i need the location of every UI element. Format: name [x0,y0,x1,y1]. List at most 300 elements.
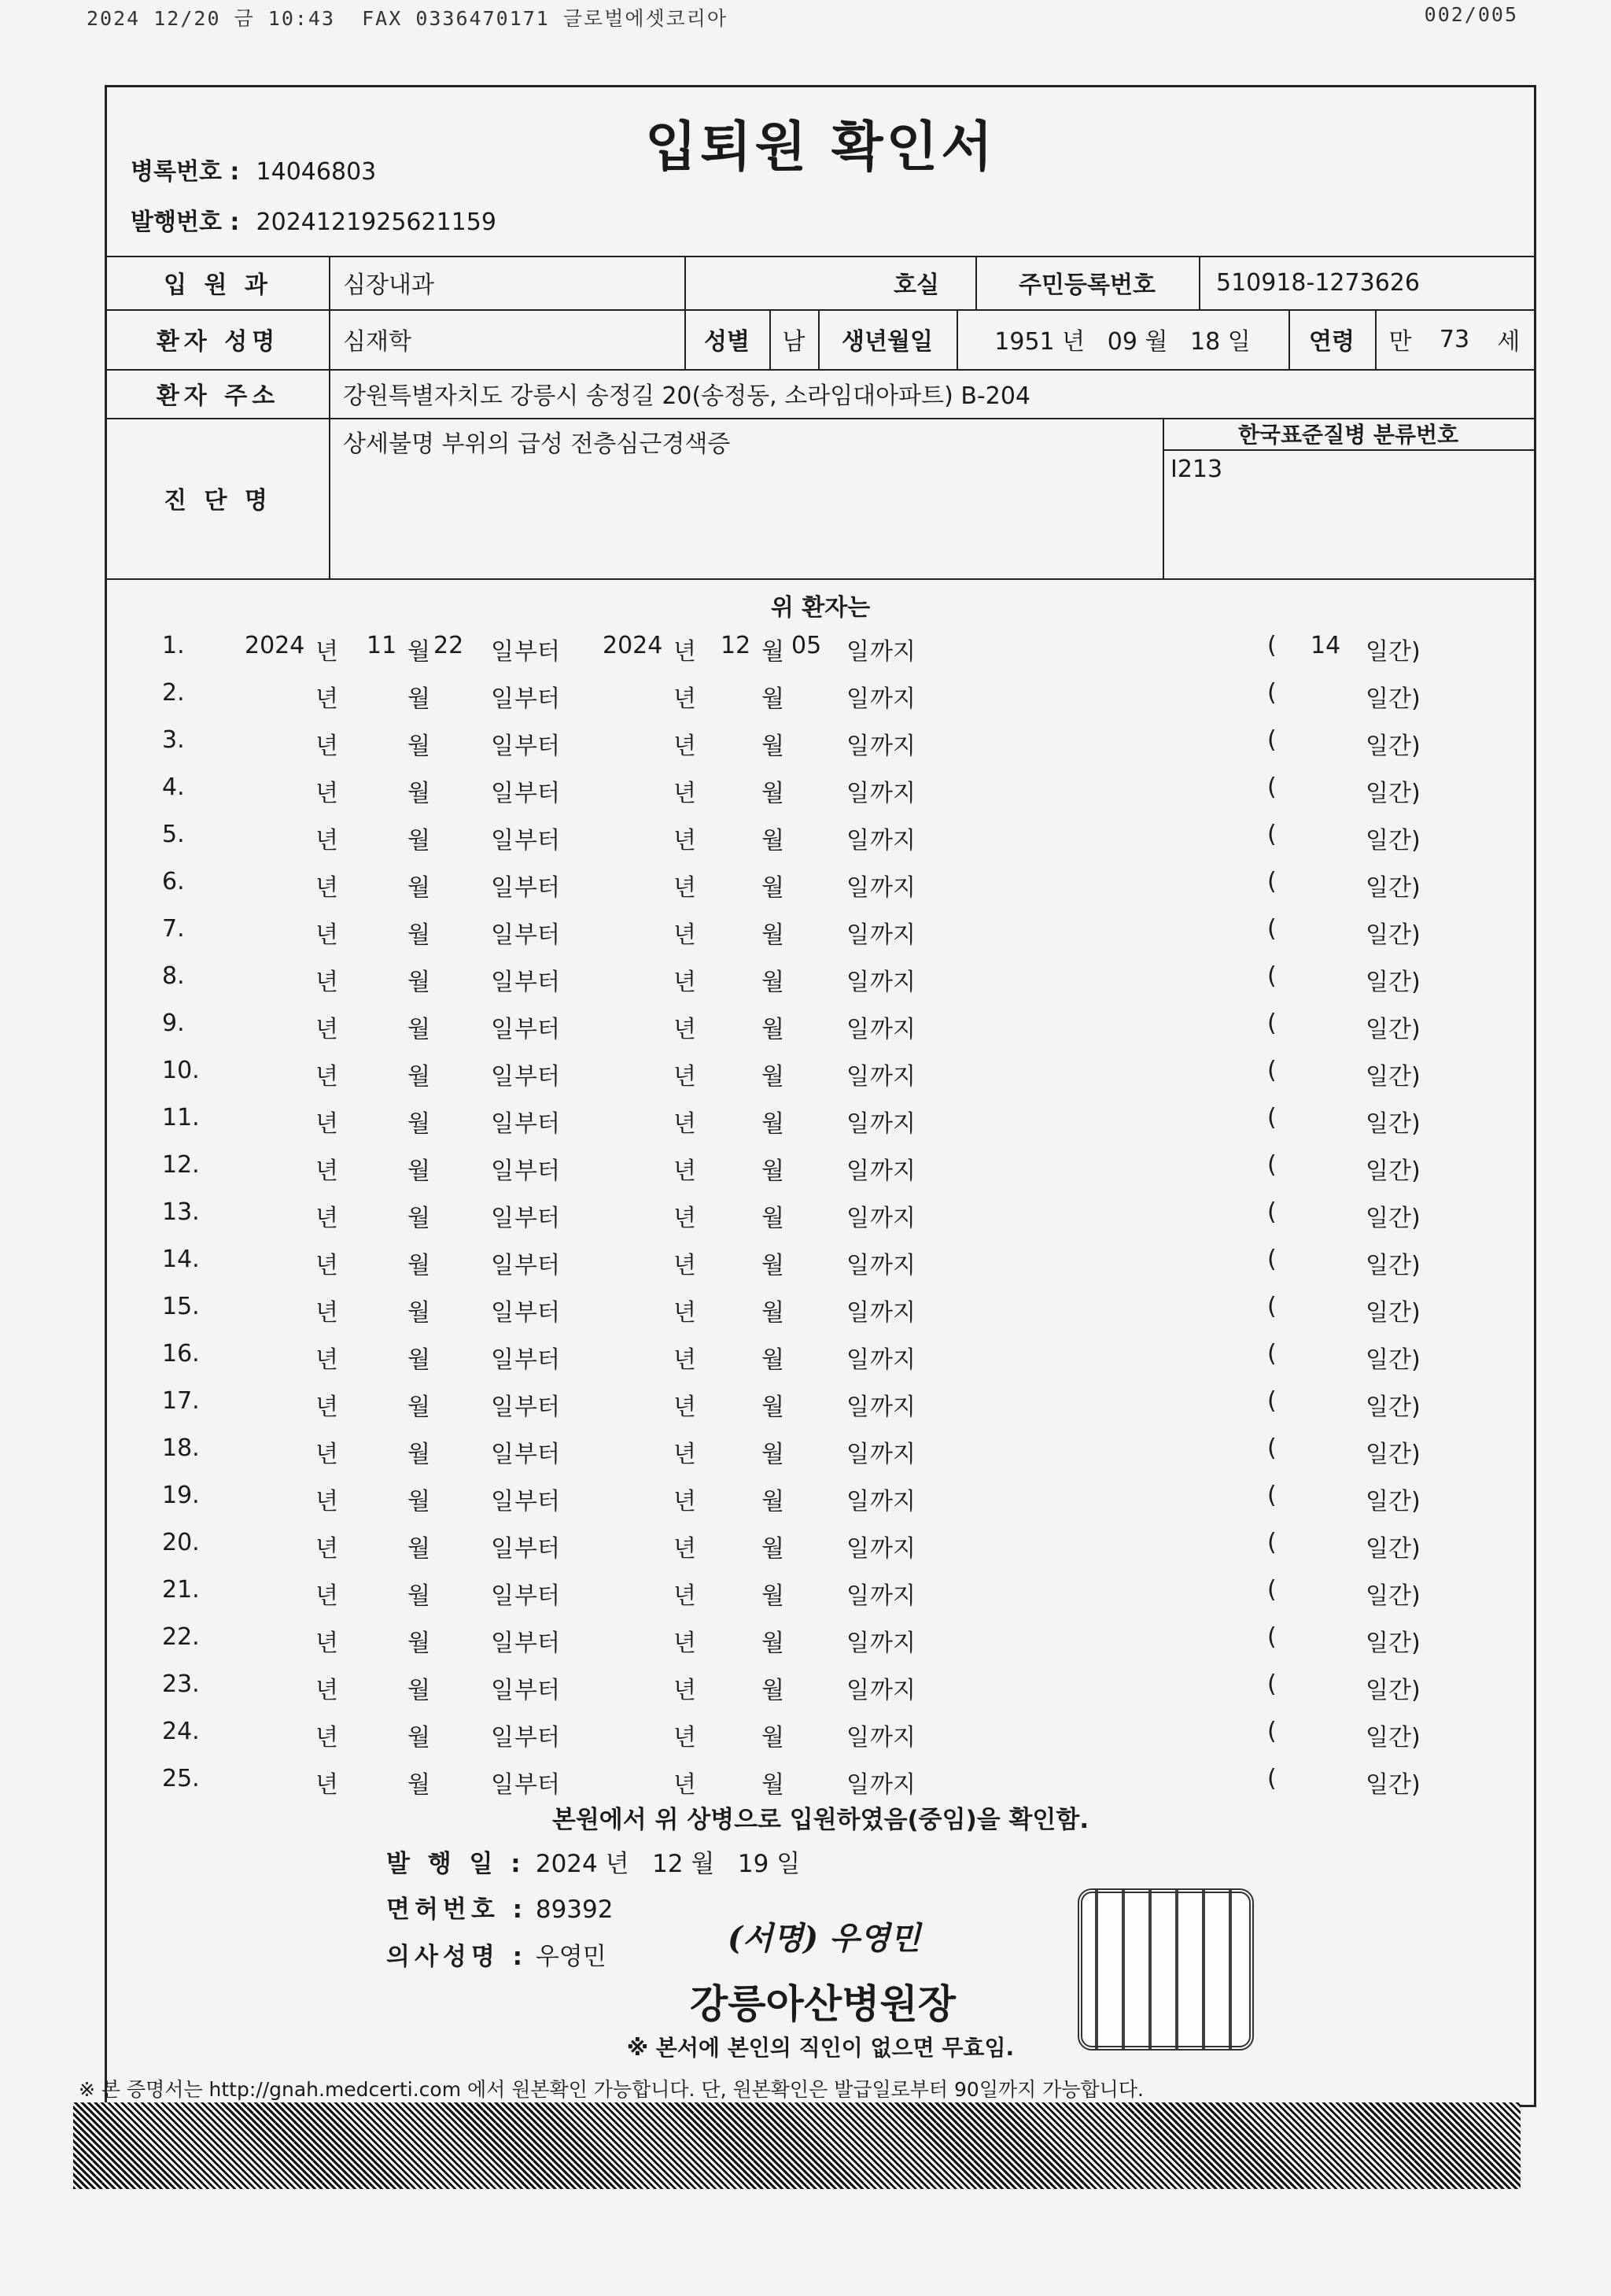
from-word: 부터 [514,1630,560,1657]
to-word: 까지 [870,874,916,902]
day-word: 일 [491,780,514,807]
issue-date-value: 2024 년 12 월 19 일 [535,1850,801,1878]
to-word: 까지 [870,1016,916,1043]
day-word: 일 [846,1205,869,1232]
paren-open: ( [1267,1387,1277,1415]
month-word: 월 [761,1677,784,1704]
day-word: 일 [491,685,514,713]
month-word: 월 [407,1063,430,1091]
year-word: 년 [315,1393,338,1421]
from-word: 부터 [514,1205,560,1232]
paren-open: ( [1267,1293,1277,1320]
day-word: 일 [491,1157,514,1185]
period-no: 4. [162,773,185,801]
hospital-name: 강릉아산병원장 [689,1981,957,2027]
period-row [107,722,1534,759]
year-word: 년 [673,1157,696,1185]
from-word: 부터 [514,1677,560,1704]
from-word: 부터 [514,733,560,760]
days-word: 일간) [1366,1535,1421,1563]
days-word: 일간) [1366,1205,1421,1232]
year-word: 년 [315,1488,338,1515]
period-row [107,1335,1534,1373]
period-no: 15. [162,1293,200,1320]
doctor-label: 의사성명 : [386,1943,527,1971]
from-word: 부터 [514,1252,560,1279]
month-word: 월 [761,827,784,855]
year-word: 년 [315,827,338,855]
day-word: 일 [491,1630,514,1657]
end-day: 05 [791,632,822,659]
year-word: 년 [315,1299,338,1327]
paren-open: ( [1267,1151,1277,1179]
month-word: 월 [407,1299,430,1327]
paren-open: ( [1267,1765,1277,1792]
month-word: 월 [761,1771,784,1799]
year-word: 년 [315,969,338,996]
month-word: 월 [407,1346,430,1374]
period-row [107,1619,1534,1656]
from-word: 부터 [514,874,560,902]
period-no: 9. [162,1010,185,1037]
day-word: 일 [846,921,869,949]
paren-open: ( [1267,773,1277,801]
month-word: 월 [407,1771,430,1799]
paren-open: ( [1267,868,1277,895]
paren-open: ( [1267,1010,1277,1037]
day-word: 일 [846,1488,869,1515]
issue-date-label: 발 행 일 : [386,1850,525,1878]
day-word: 일 [491,874,514,902]
days-word: 일간) [1366,1252,1421,1279]
doctor [386,1936,606,1972]
month-word: 월 [407,1630,430,1657]
day-word: 일 [846,1535,869,1563]
day-word: 일 [846,1771,869,1799]
month-word: 월 [761,1157,784,1185]
paren-open: ( [1267,1104,1277,1131]
to-word: 까지 [870,1346,916,1374]
day-word: 일 [491,1441,514,1468]
to-word: 까지 [870,921,916,949]
month-word: 월 [407,1157,430,1185]
days-word: 일간) [1366,1063,1421,1091]
age-value: 73 [1439,325,1470,353]
days-word: 일간) [1366,1582,1421,1610]
month-word: 월 [761,780,784,807]
period-no: 12. [162,1151,200,1179]
day-word: 일 [846,685,869,713]
day-word: 일 [491,969,514,996]
month-word: 월 [407,1393,430,1421]
day-word: 일 [491,921,514,949]
period-row [107,627,1534,665]
from-word: 부터 [514,1724,560,1752]
period-row [107,1713,1534,1751]
year-word: 년 [673,921,696,949]
day-word: 일 [491,1110,514,1138]
day-word: 일 [846,1157,869,1185]
paren-open: ( [1267,1434,1277,1462]
period-row [107,769,1534,807]
from-word: 부터 [514,1441,560,1468]
diag-value: 상세불명 부위의 급성 전층심근경색증 [343,430,731,458]
age-value-group [1375,309,1534,369]
day-word: 일 [846,827,869,855]
month-word: 월 [761,874,784,902]
year-word: 년 [673,1393,696,1421]
confirm-text: 본원에서 위 상병으로 입원하였음(중임)을 확인함. [551,1806,1089,1834]
to-word: 까지 [870,1063,916,1091]
to-word: 까지 [870,685,916,713]
license-label: 면허번호 : [386,1895,527,1924]
paren-open: ( [1267,1576,1277,1604]
day-word: 일 [491,1393,514,1421]
days-word: 일간) [1366,1016,1421,1043]
month-word: 월 [407,1724,430,1752]
year-word: 년 [673,1630,696,1657]
day-word: 일 [491,1771,514,1799]
paren-open: ( [1267,915,1277,943]
addr-value: 강원특별자치도 강릉시 송정길 20(송정동, 소라임대아파트) B-204 [343,382,1031,410]
days-word: 일간) [1366,1724,1421,1752]
period-no: 24. [162,1718,200,1745]
period-no: 3. [162,726,185,754]
days-word: 일간) [1366,638,1421,666]
from-word: 부터 [514,969,560,996]
period-no: 19. [162,1482,200,1509]
month-word: 월 [761,921,784,949]
month-word: 월 [761,638,784,666]
year-word: 년 [673,827,696,855]
start-year: 2024 [245,632,305,659]
period-no: 7. [162,915,185,943]
paren-open: ( [1267,679,1277,707]
doctor-signature: (서명) 우영민 [728,1920,920,1957]
period-no: 16. [162,1340,200,1368]
age-suffix: 세 [1497,328,1521,356]
month-word: 월 [761,969,784,996]
from-word: 부터 [514,1110,560,1138]
period-no: 5. [162,821,185,848]
barcode-noise [73,2102,1521,2189]
year-word: 년 [673,1299,696,1327]
year-word: 년 [315,1346,338,1374]
from-word: 부터 [514,921,560,949]
from-word: 부터 [514,1157,560,1185]
footer-note: ※ 본 증명서는 http://gnah.medcerti.com 에서 원본확인 가능합니다. 단, 원본확인은 발급일로부터 90일까지 가능합니다. [79,2078,1144,2101]
month-word: 월 [761,1724,784,1752]
dept-value: 심장내과 [343,271,434,299]
document-title: 입퇴원 확인서 [645,116,996,179]
days-word: 일간) [1366,1393,1421,1421]
period-row [107,910,1534,948]
year-word: 년 [673,1252,696,1279]
age-prefix: 만 [1388,328,1412,356]
paren-open: ( [1267,1623,1277,1651]
month-word: 월 [761,733,784,760]
year-word: 년 [315,1582,338,1610]
month-word: 월 [407,1441,430,1468]
days-count: 14 [1311,632,1341,659]
days-word: 일간) [1366,1488,1421,1515]
days-word: 일간) [1366,874,1421,902]
from-word: 부터 [514,1346,560,1374]
period-no: 23. [162,1670,200,1698]
year-word: 년 [673,638,696,666]
from-word: 부터 [514,1488,560,1515]
doctor-value: 우영민 [535,1943,606,1971]
paren-open: ( [1267,726,1277,754]
period-no: 14. [162,1246,200,1273]
month-word: 월 [761,1630,784,1657]
issue-date [386,1844,800,1879]
day-word: 일 [491,1582,514,1610]
day-word: 일 [846,733,869,760]
end-year: 2024 [603,632,663,659]
start-month: 11 [367,632,397,659]
paren-open: ( [1267,1529,1277,1556]
days-word: 일간) [1366,827,1421,855]
kcd-label: 한국표준질병 분류번호 [1237,422,1459,448]
period-row [107,1194,1534,1231]
paren-open: ( [1267,1246,1277,1273]
year-word: 년 [673,874,696,902]
day-word: 일 [846,1630,869,1657]
month-word: 월 [407,733,430,760]
day-word: 일 [846,1393,869,1421]
name-label: 환자 성명 [156,328,280,356]
to-word: 까지 [870,638,916,666]
period-no: 11. [162,1104,200,1131]
month-word: 월 [407,1488,430,1515]
days-word: 일간) [1366,1771,1421,1799]
year-word: 년 [673,1110,696,1138]
period-no: 17. [162,1387,200,1415]
month-word: 월 [407,685,430,713]
month-word: 월 [761,1063,784,1091]
year-word: 년 [673,1063,696,1091]
day-word: 일 [846,1346,869,1374]
year-word: 년 [315,1252,338,1279]
fax-header [87,3,1518,35]
dept-label: 입 원 과 [164,271,272,299]
year-word: 년 [315,1110,338,1138]
month-word: 월 [407,1252,430,1279]
day-word: 일 [491,1016,514,1043]
from-word: 부터 [514,1771,560,1799]
day-word: 일 [846,1677,869,1704]
year-word: 년 [315,1677,338,1704]
day-word: 일 [846,874,869,902]
day-word: 일 [491,1724,514,1752]
day-word: 일 [491,1205,514,1232]
period-row [107,1099,1534,1137]
days-word: 일간) [1366,733,1421,760]
period-no: 2. [162,679,185,707]
year-word: 년 [315,874,338,902]
year-word: 년 [673,1205,696,1232]
day-word: 일 [846,1441,869,1468]
day-word: 일 [491,1063,514,1091]
period-row [107,1146,1534,1184]
year-word: 년 [315,780,338,807]
from-word: 부터 [514,638,560,666]
period-row [107,958,1534,995]
day-word: 일 [491,1677,514,1704]
rrn-value: 510918-1273626 [1216,268,1420,297]
month-word: 월 [761,685,784,713]
paren-open: ( [1267,821,1277,848]
days-word: 일간) [1366,1299,1421,1327]
issue-no [131,202,496,237]
period-no: 18. [162,1434,200,1462]
to-word: 까지 [870,1110,916,1138]
period-row [107,863,1534,901]
month-word: 월 [761,1016,784,1043]
to-word: 까지 [870,733,916,760]
period-row [107,1382,1534,1420]
day-word: 일 [846,780,869,807]
year-word: 년 [315,1205,338,1232]
year-word: 년 [315,638,338,666]
reg-no [131,152,376,186]
month-word: 월 [761,1441,784,1468]
days-word: 일간) [1366,1441,1421,1468]
month-word: 월 [761,1110,784,1138]
diag-label: 진 단 명 [164,487,272,515]
validity-note: ※ 본서에 본인의 직인이 없으면 무효임. [626,2035,1015,2061]
month-word: 월 [407,969,430,996]
license [386,1889,613,1925]
month-word: 월 [761,1393,784,1421]
month-word: 월 [407,780,430,807]
to-word: 까지 [870,1724,916,1752]
paren-open: ( [1267,1482,1277,1509]
fax-header-left: 2024 12/20 금 10:43 FAX 0336470171 글로벌에셋코리아 [87,7,728,30]
issue-no-value: 2024121925621159 [256,209,496,236]
kcd-value: I213 [1170,455,1223,483]
day-word: 일 [491,1488,514,1515]
to-word: 까지 [870,1299,916,1327]
month-word: 월 [761,1299,784,1327]
period-row [107,1288,1534,1326]
paren-open: ( [1267,1670,1277,1698]
month-word: 월 [761,1252,784,1279]
year-word: 년 [315,1630,338,1657]
month-word: 월 [407,874,430,902]
period-no: 10. [162,1057,200,1084]
year-word: 년 [673,780,696,807]
period-no: 20. [162,1529,200,1556]
to-word: 까지 [870,1488,916,1515]
year-word: 년 [315,1063,338,1091]
days-word: 일간) [1366,685,1421,713]
year-word: 년 [315,921,338,949]
to-word: 까지 [870,1157,916,1185]
period-no: 6. [162,868,185,895]
from-word: 부터 [514,1535,560,1563]
to-word: 까지 [870,1535,916,1563]
year-word: 년 [673,1016,696,1043]
days-word: 일간) [1366,969,1421,996]
from-word: 부터 [514,1299,560,1327]
period-row [107,1524,1534,1562]
room-label: 호실 [894,271,939,299]
year-word: 년 [315,1724,338,1752]
day-word: 일 [491,1299,514,1327]
dob-value: 1951 년 09 월 18 일 [994,328,1251,356]
day-word: 일 [491,827,514,855]
year-word: 년 [315,1157,338,1185]
sex-value: 남 [782,328,806,356]
year-word: 년 [673,1724,696,1752]
to-word: 까지 [870,1677,916,1704]
month-word: 월 [407,638,430,666]
to-word: 까지 [870,1630,916,1657]
certificate [105,85,1536,2107]
year-word: 년 [315,1016,338,1043]
month-word: 월 [761,1535,784,1563]
month-word: 월 [407,1677,430,1704]
month-word: 월 [761,1488,784,1515]
year-word: 년 [673,1771,696,1799]
day-word: 일 [846,1299,869,1327]
year-word: 년 [315,685,338,713]
year-word: 년 [673,685,696,713]
day-word: 일 [846,1110,869,1138]
year-word: 년 [673,733,696,760]
period-no: 1. [162,632,185,659]
period-row [107,1241,1534,1279]
day-word: 일 [491,638,514,666]
end-month: 12 [721,632,751,659]
days-word: 일간) [1366,1346,1421,1374]
from-word: 부터 [514,1582,560,1610]
from-word: 부터 [514,1063,560,1091]
license-value: 89392 [535,1895,614,1924]
month-word: 월 [407,1110,430,1138]
periods-title: 위 환자는 [770,594,871,622]
year-word: 년 [673,969,696,996]
month-word: 월 [761,1205,784,1232]
issue-no-label: 발행번호 : [131,209,240,236]
period-row [107,1666,1534,1704]
to-word: 까지 [870,1441,916,1468]
paren-open: ( [1267,1340,1277,1368]
month-word: 월 [761,1582,784,1610]
paren-open: ( [1267,1198,1277,1226]
reg-no-label: 병록번호 : [131,158,240,186]
to-word: 까지 [870,1205,916,1232]
to-word: 까지 [870,1582,916,1610]
day-word: 일 [491,733,514,760]
reg-no-value: 14046803 [256,158,377,186]
period-row [107,1430,1534,1467]
period-row [107,1760,1534,1798]
sex-label: 성별 [704,328,750,356]
period-no: 25. [162,1765,200,1792]
hospital-seal-icon [1078,1888,1254,2051]
period-row [107,1571,1534,1609]
year-word: 년 [315,1771,338,1799]
period-row [107,1052,1534,1090]
year-word: 년 [673,1441,696,1468]
from-word: 부터 [514,1016,560,1043]
month-word: 월 [407,921,430,949]
year-word: 년 [315,1535,338,1563]
month-word: 월 [761,1346,784,1374]
